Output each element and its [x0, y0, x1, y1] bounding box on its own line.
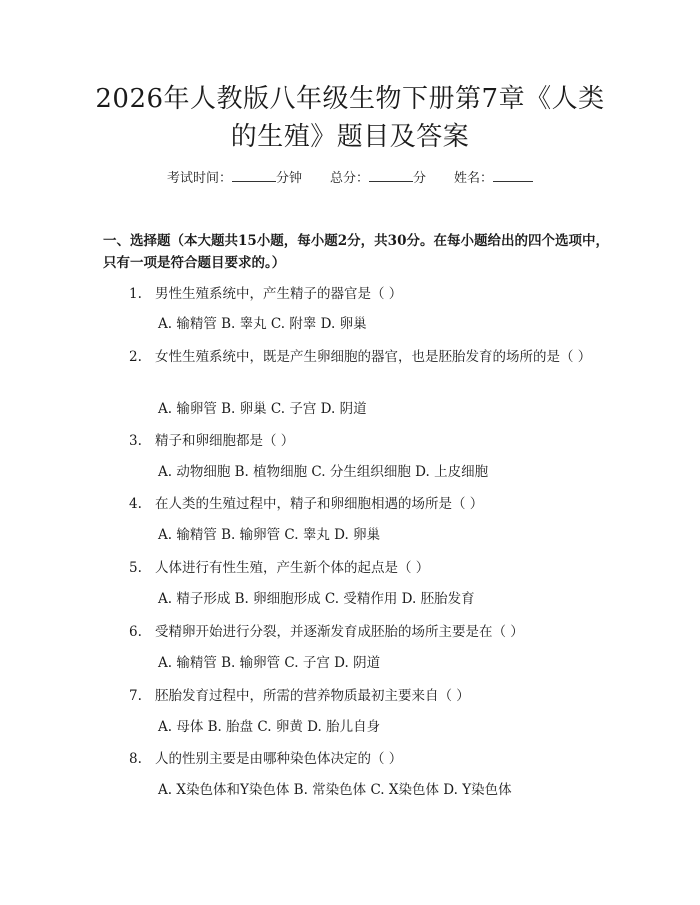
- question-1-options: A. 输精管 B. 睾丸 C. 附睾 D. 卵巢: [158, 316, 367, 332]
- question-5: [103, 557, 610, 579]
- question-2-options: A. 输卵管 B. 卵巢 C. 子宫 D. 阴道: [158, 401, 367, 417]
- question-8-options: A. X染色体和Y染色体 B. 常染色体 C. X染色体 D. Y染色体: [158, 782, 512, 798]
- question-6: [103, 621, 610, 643]
- question-5-options: A. 精子形成 B. 卵细胞形成 C. 受精作用 D. 胚胎发育: [158, 591, 475, 607]
- question-text: 受精卵开始进行分裂，并逐渐发育成胚胎的场所主要是在（ ）: [155, 624, 524, 640]
- question-number: 7.: [129, 688, 142, 704]
- question-text: 女性生殖系统中，既是产生卵细胞的器官，也是胚胎发育的场所的是（ ）: [155, 349, 592, 365]
- name-blank: [493, 168, 533, 182]
- question-text: 人体进行有性生殖，产生新个体的起点是（ ）: [155, 560, 430, 576]
- question-6-options: A. 输精管 B. 输卵管 C. 子宫 D. 阴道: [158, 655, 381, 671]
- title-line-2: 的生殖》题目及答案: [230, 122, 470, 152]
- question-3-options: A. 动物细胞 B. 植物细胞 C. 分生组织细胞 D. 上皮细胞: [158, 464, 489, 480]
- question-number: 4.: [129, 496, 142, 512]
- question-text: 精子和卵细胞都是（ ）: [155, 433, 295, 449]
- time-blank: [232, 168, 276, 182]
- time-unit: 分钟: [275, 171, 302, 186]
- page-title: [60, 80, 640, 156]
- question-3: [103, 430, 610, 452]
- question-text: 胚胎发育过程中，所需的营养物质最初主要来自（ ）: [155, 688, 470, 704]
- question-4-options: A. 输精管 B. 输卵管 C. 睾丸 D. 卵巢: [158, 527, 381, 543]
- question-number: 1.: [129, 286, 142, 302]
- question-number: 2.: [129, 349, 142, 365]
- question-number: 5.: [129, 560, 142, 576]
- question-4: [103, 493, 610, 515]
- question-text: 男性生殖系统中，产生精子的器官是（ ）: [155, 286, 403, 302]
- question-7-options: A. 母体 B. 胎盘 C. 卵黄 D. 胎儿自身: [158, 719, 381, 735]
- question-number: 6.: [129, 624, 142, 640]
- question-7: [103, 685, 610, 707]
- section-heading: 一、选择题（本大题共15小题，每小题2分，共30分。在每小题给出的四个选项中，只有一项是符合题目要求的。）: [103, 233, 609, 271]
- question-2: [103, 346, 610, 368]
- name-label: 姓名：: [454, 171, 494, 186]
- question-number: 3.: [129, 433, 142, 449]
- title-line-1: 2026年人教版八年级生物下册第7章《人类: [95, 84, 605, 114]
- question-8: [103, 748, 610, 770]
- question-text: 在人类的生殖过程中，精子和卵细胞相遇的场所是（ ）: [155, 496, 484, 512]
- score-label: 总分：: [329, 171, 369, 186]
- score-unit: 分: [413, 171, 427, 186]
- score-blank: [369, 168, 413, 182]
- exam-meta: [0, 168, 700, 189]
- time-label: 考试时间：: [166, 171, 232, 186]
- question-number: 8.: [129, 751, 142, 767]
- question-text: 人的性别主要是由哪种染色体决定的（ ）: [155, 751, 403, 767]
- question-1: [103, 283, 610, 305]
